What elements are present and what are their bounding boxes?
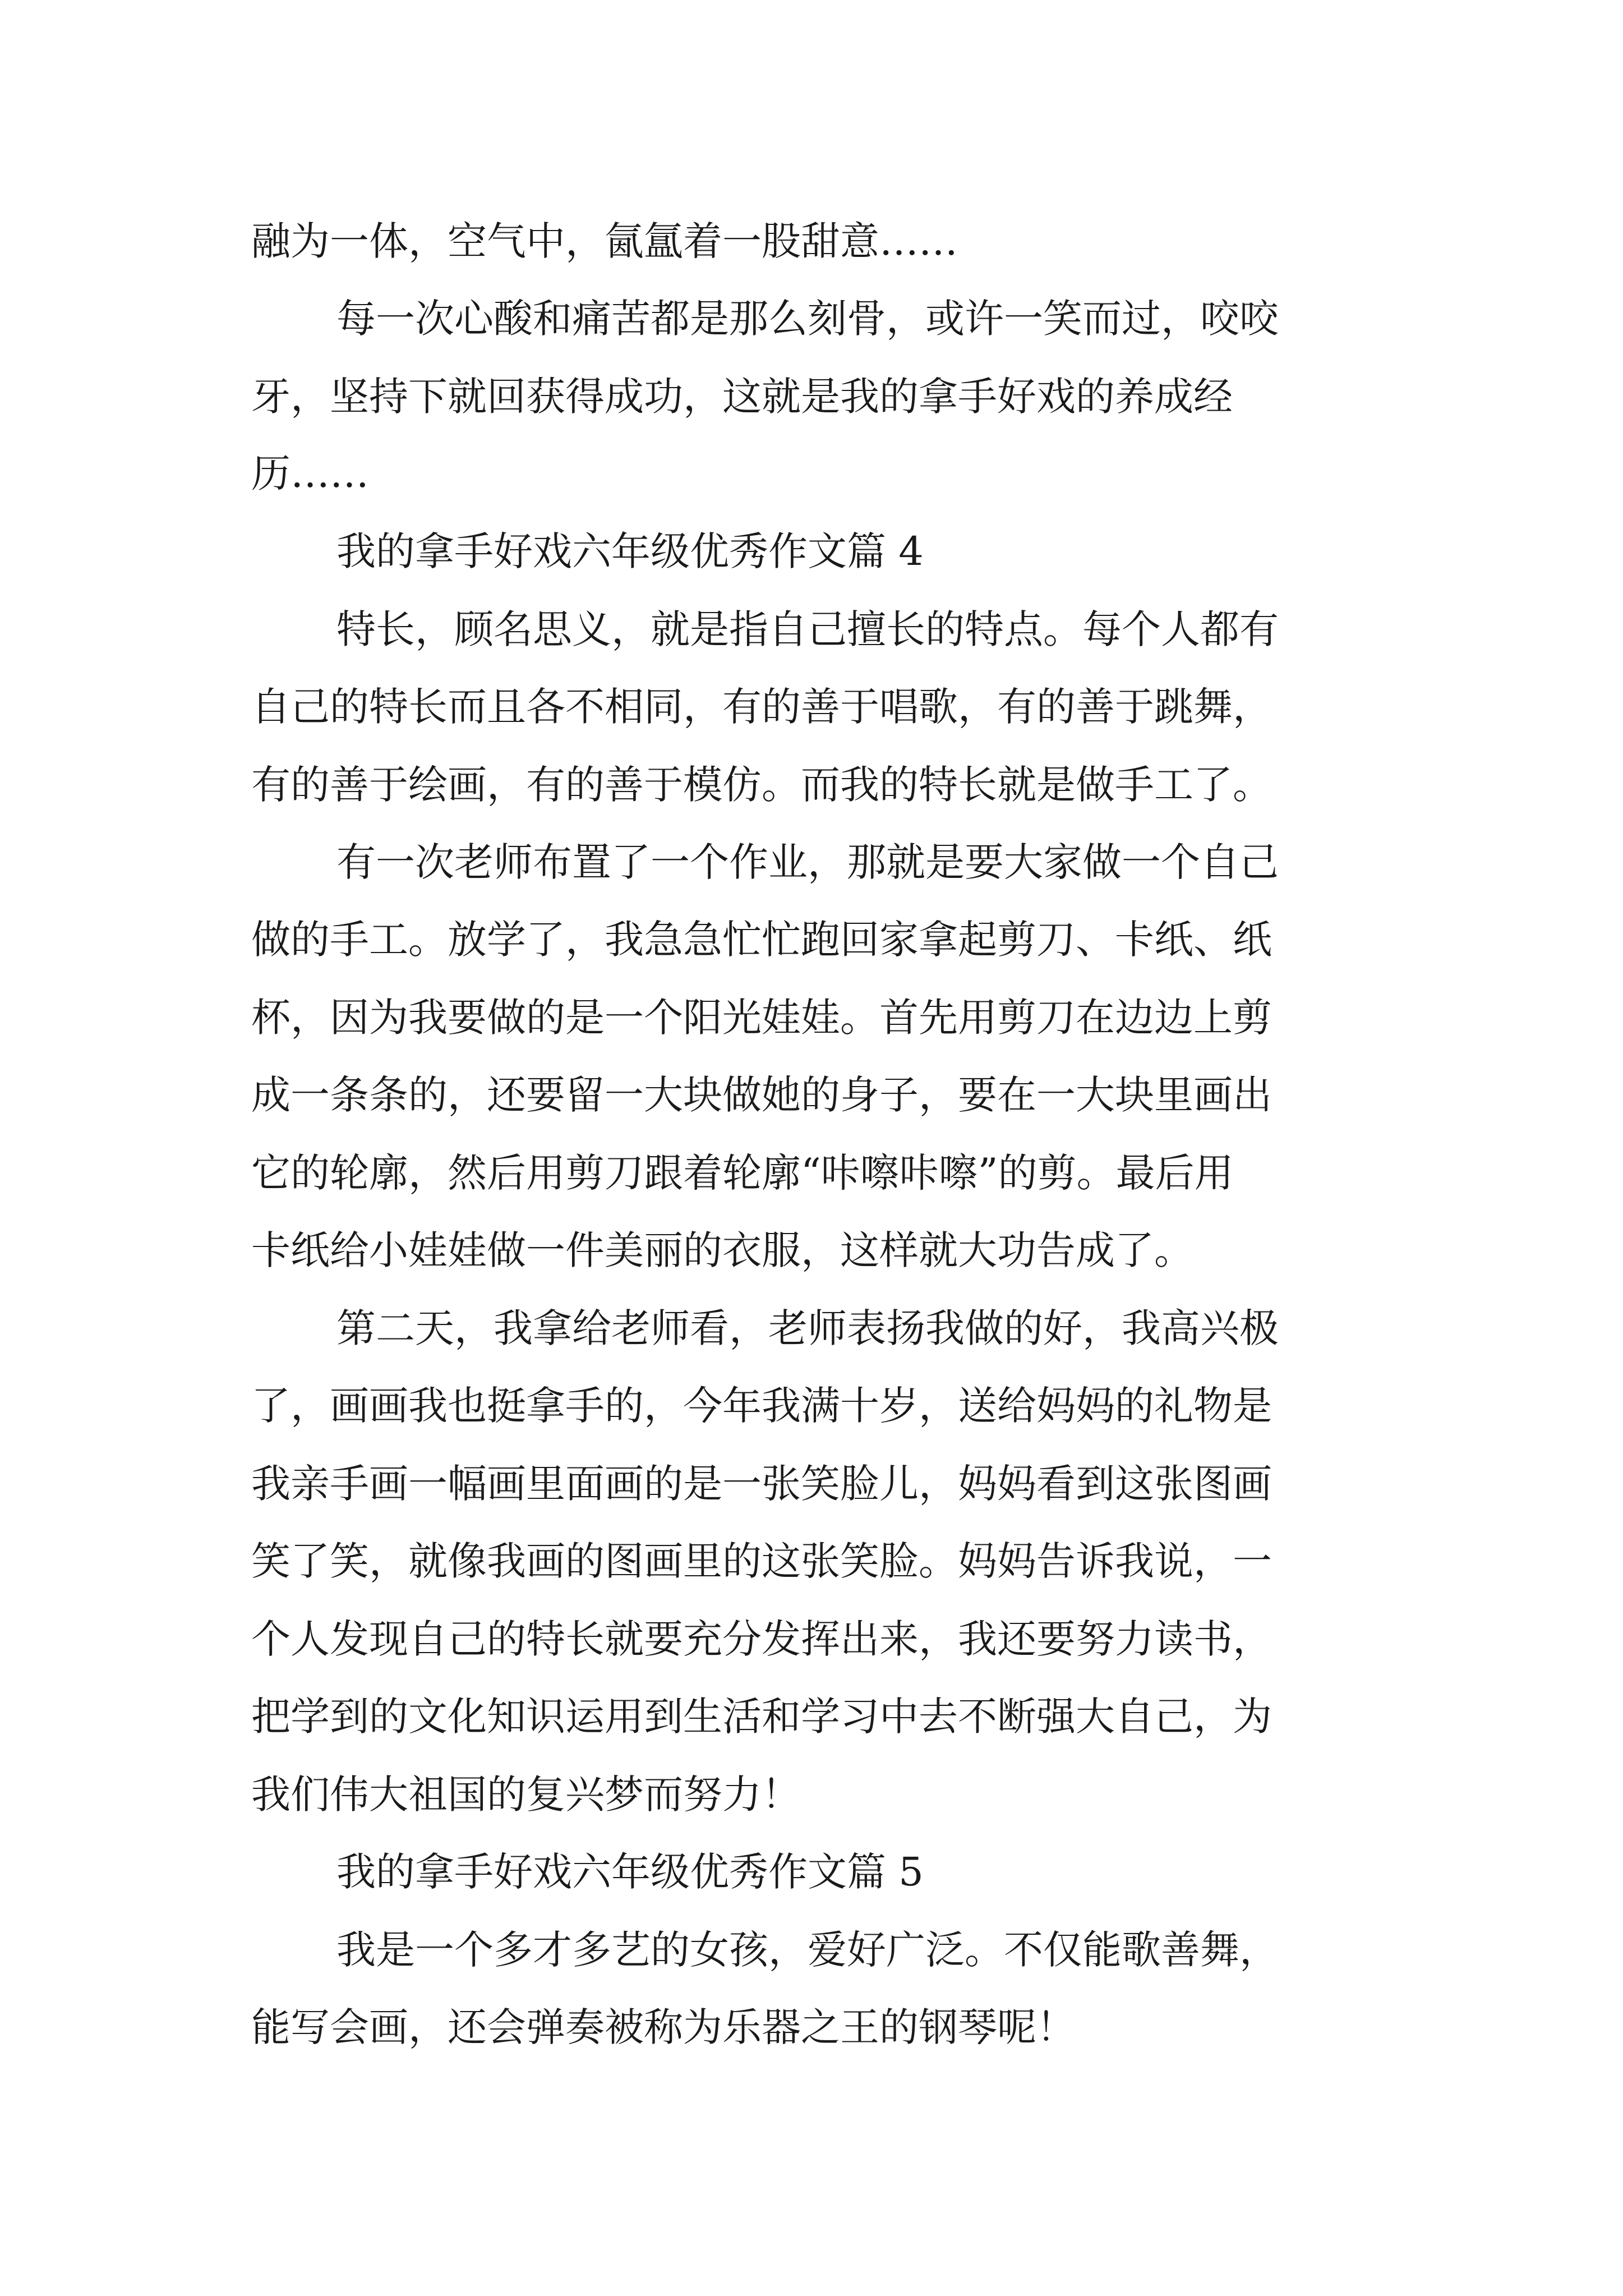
paragraph-line: 能写会画，还会弹奏被称为乐器之王的钢琴呢！: [251, 2004, 1076, 2050]
paragraph-line: 特长，顾名思义，就是指自己擅长的特点。每个人都有: [336, 606, 1279, 652]
paragraph-line: 了，画画我也挺拿手的，今年我满十岁，送给妈妈的礼物是: [251, 1383, 1272, 1429]
paragraph-line: 历……: [251, 450, 369, 496]
paragraph-line: 个人发现自己的特长就要充分发挥出来，我还要努力读书，: [251, 1616, 1272, 1662]
paragraph-line: 自己的特长而且各不相同，有的善于唱歌，有的善于跳舞，: [251, 684, 1272, 730]
paragraph-line: 有一次老师布置了一个作业，那就是要大家做一个自己: [336, 839, 1279, 885]
paragraph-line: 做的手工。放学了，我急急忙忙跑回家拿起剪刀、卡纸、纸: [251, 917, 1272, 963]
paragraph-line: 融为一体，空气中，氤氲着一股甜意……: [251, 218, 958, 264]
section-heading: 我的拿手好戏六年级优秀作文篇 5: [336, 1849, 924, 1895]
paragraph-line: 成一条条的，还要留一大块做她的身子，要在一大块里画出: [251, 1072, 1272, 1118]
paragraph-line: 第二天，我拿给老师看，老师表扬我做的好，我高兴极: [336, 1305, 1279, 1351]
paragraph-line: 我亲手画一幅画里面画的是一张笑脸儿，妈妈看到这张图画: [251, 1461, 1272, 1507]
paragraph-line: 笑了笑，就像我画的图画里的这张笑脸。妈妈告诉我说，一: [251, 1538, 1272, 1584]
paragraph-line: 杯，因为我要做的是一个阳光娃娃。首先用剪刀在边边上剪: [251, 995, 1272, 1041]
paragraph-line: 卡纸给小娃娃做一件美丽的衣服，这样就大功告成了。: [251, 1227, 1193, 1273]
paragraph-line: 有的善于绘画，有的善于模仿。而我的特长就是做手工了。: [251, 762, 1272, 808]
paragraph-line: 我是一个多才多艺的女孩，爱好广泛。不仅能歌善舞，: [336, 1927, 1279, 1973]
section-heading: 我的拿手好戏六年级优秀作文篇 4: [336, 528, 924, 574]
paragraph-line: 它的轮廓，然后用剪刀跟着轮廓“咔嚓咔嚓”的剪。最后用: [251, 1150, 1234, 1196]
paragraph-line: 把学到的文化知识运用到生活和学习中去不断强大自己，为: [251, 1694, 1272, 1740]
paragraph-line: 我们伟大祖国的复兴梦而努力！: [251, 1772, 801, 1818]
paragraph-line: 每一次心酸和痛苦都是那么刻骨，或许一笑而过，咬咬: [336, 296, 1279, 342]
paragraph-line: 牙，坚持下就回获得成功，这就是我的拿手好戏的养成经: [251, 374, 1233, 420]
